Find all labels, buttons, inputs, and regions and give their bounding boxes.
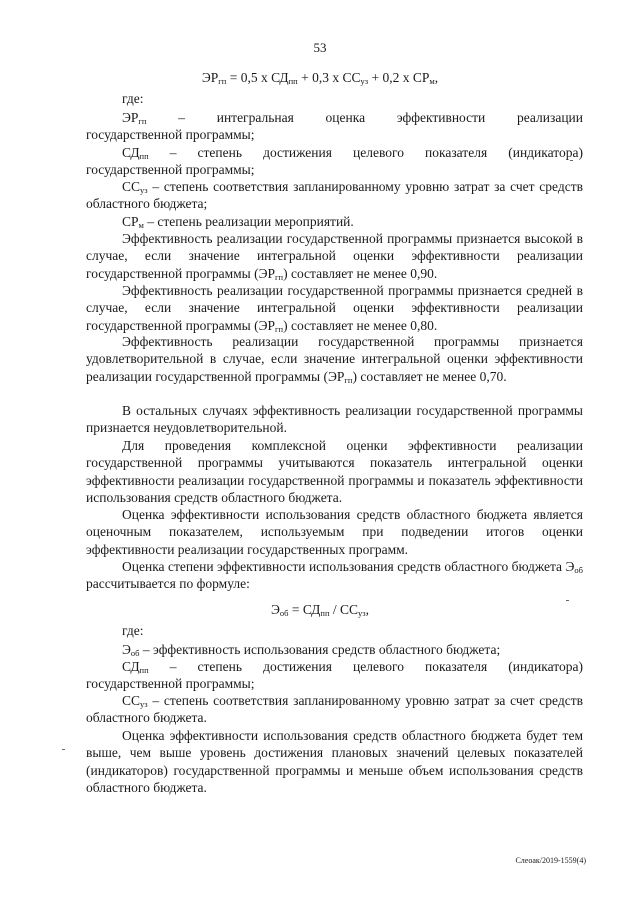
definition-word: показателя [425, 145, 488, 160]
scan-speck [570, 160, 573, 161]
definition-word: показателя [425, 659, 488, 674]
definition-sdpp-line2: государственной программы; [86, 162, 255, 177]
formula-subscript: уз [360, 76, 369, 86]
formula-term: ЭР [201, 70, 219, 85]
where-label: где: [122, 623, 144, 638]
formula-subscript: гп [218, 76, 227, 86]
definition-word: (индикатора) [508, 659, 583, 674]
formula-term: = 0,5 х СД [226, 70, 289, 85]
definition-symbol: $СД_{пп}$ [122, 145, 149, 161]
page-number: 53 [313, 40, 327, 55]
document-code: Слеоак/2019-1559(4) [515, 856, 586, 865]
definition-word: степень [197, 145, 243, 160]
formula-term: Э [270, 602, 280, 617]
scan-speck [566, 600, 569, 601]
scan-speck [62, 749, 65, 750]
paragraph-medium-efficiency: Эффективность реализации государственной программы признается средней в случае, если значение интегральной оценки эффективности реализации государственной программы $(ЭР_{гп})$ составляет не менее 0,80. [86, 283, 583, 334]
formula-subscript: м [429, 76, 435, 86]
paragraph-final: Оценка эффективности использования средств областного бюджета будет тем выше, чем выше уровень достижения плановых значений целевых показателей (индикаторов) государственной программы и меньше объем использования средств областного бюджета. [86, 728, 583, 795]
formula-term: + 0,3 х СС [297, 70, 361, 85]
definition-word: интегральная [216, 110, 294, 125]
paragraph-formula-intro: Оценка степени эффективности использования средств областного бюджета $Э_{об}$ рассчитывается по формуле: [86, 559, 583, 592]
paragraph-satisfactory-efficiency: Эффективность реализации государственной программы признается удовлетворительной в случае, если значение интегральной оценки эффективности реализации государственной программы $(ЭР_{гп})$ составляет не менее 0,70. [86, 334, 583, 385]
formula-subscript: уз [358, 608, 366, 618]
formula-term: / СС [329, 602, 359, 617]
formula-term: + 0,2 х СР [368, 70, 430, 85]
paragraph-unsatisfactory: В остальных случаях эффективность реализации государственной программы признается неудовлетворительной. [86, 403, 583, 436]
definition-symbol: $ЭР_{гп}$ [122, 110, 147, 126]
formula-subscript: пп [288, 76, 298, 86]
definition-word: целевого [353, 659, 404, 674]
definition-eob: $Э_{об}$ – эффективность использования средств областного бюджета; [122, 642, 501, 658]
definition-ssuz2: $СС_{уз}$ – степень соответствия запланированному уровню затрат за счет средств областного бюджета. [86, 693, 583, 726]
paragraph-high-efficiency: Эффективность реализации государственной программы признается высокой в случае, если значение интегральной оценки эффективности реализации государственной программы $(ЭР_{гп})$ составляет не менее 0,90. [86, 231, 583, 282]
formula-budget-efficiency [0, 602, 640, 618]
definition-word: – [169, 145, 177, 160]
formula-term: , [434, 70, 439, 85]
formula-term: = СД [288, 602, 321, 617]
definition-word: (индикатора) [508, 145, 583, 160]
definition-word: степень [197, 659, 243, 674]
definition-erg-line1 [122, 109, 583, 126]
formula-subscript: об [279, 608, 289, 618]
formula-subscript: пп [320, 608, 330, 618]
paragraph-indicator: Оценка эффективности использования средств областного бюджета является оценочным показателем, используемым при подведении итогов оценки эффективности реализации государственных программ. [86, 507, 583, 557]
definition-ssuz: $СС_{уз}$ – степень соответствия запланированному уровню затрат за счет средств областного бюджета; [86, 179, 583, 212]
definition-symbol: $СД_{пп}$ [122, 659, 149, 675]
definition-word: оценка [325, 110, 366, 125]
definition-word: реализации [517, 110, 583, 125]
where-label: где: [122, 91, 144, 106]
definition-word: достижения [263, 145, 332, 160]
definition-sdpp2-line1 [122, 658, 583, 675]
definition-srm: $СР_м$ – степень реализации мероприятий. [122, 214, 354, 230]
definition-word: целевого [353, 145, 404, 160]
definition-sdpp-line1 [122, 144, 583, 161]
paragraph-complex-assessment: Для проведения комплексной оценки эффективности реализации государственной программы учитываются показатель интегральной оценки эффективности реализации государственной программы и показатель эффективности использования средств областного бюджета. [86, 438, 583, 505]
definition-erg-line2: государственной программы; [86, 127, 255, 142]
formula-term: , [365, 602, 369, 617]
definition-sdpp2-line2: государственной программы; [86, 676, 255, 691]
formula-integral-efficiency [0, 70, 640, 86]
definition-word: – [178, 110, 185, 125]
definition-word: – [169, 659, 177, 674]
definition-word: эффективности [396, 110, 486, 125]
definition-word: достижения [263, 659, 332, 674]
